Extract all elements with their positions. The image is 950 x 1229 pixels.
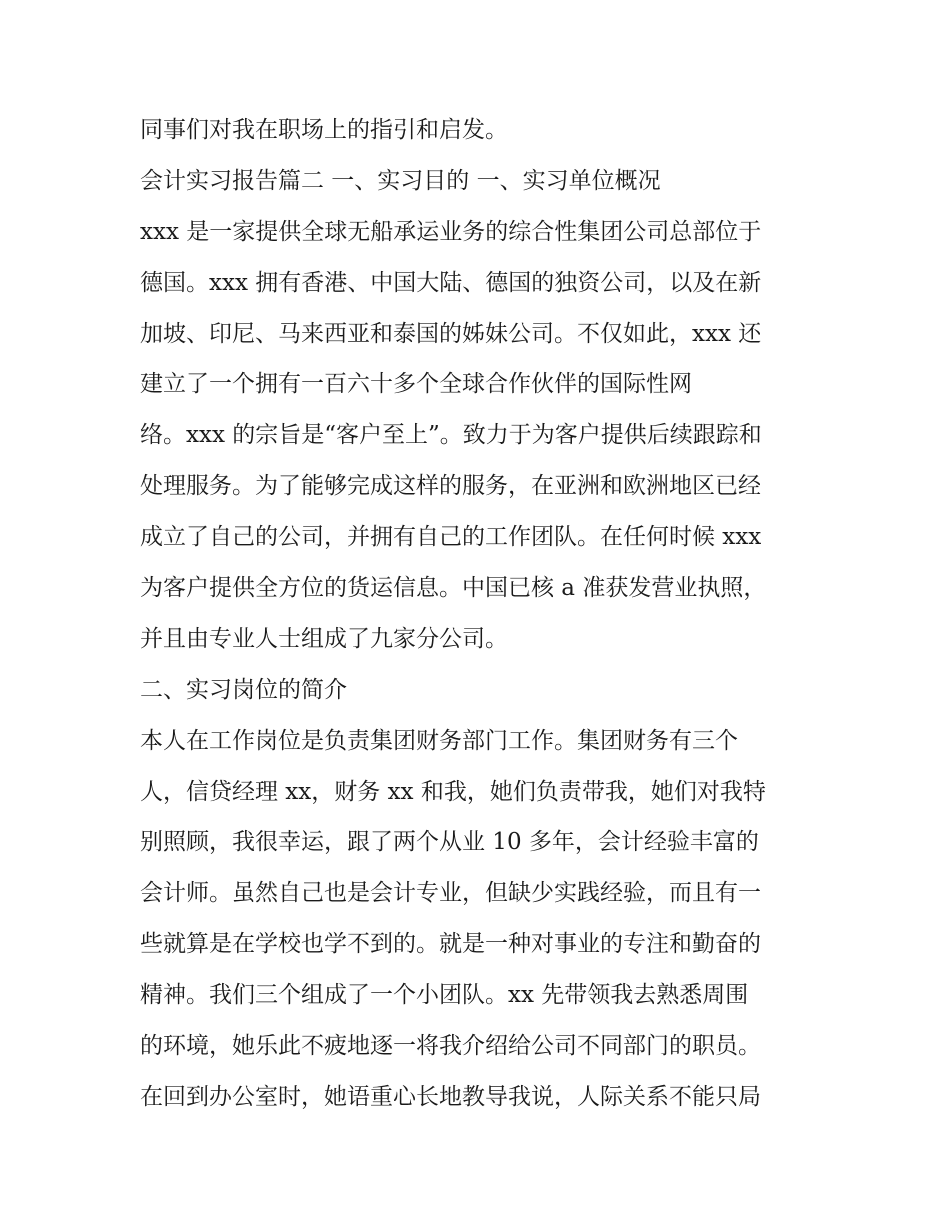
text-line: 德国。xxx 拥有香港、中国大陆、德国的独资公司，以及在新 — [140, 269, 762, 296]
text-line: 加坡、印尼、马来西亚和泰国的姊妹公司。不仅如此，xxx 还 — [140, 320, 762, 347]
text-line: 络。xxx 的宗旨是“客户至上”。致力于为客户提供后续跟踪和 — [140, 422, 762, 449]
text-line: 并且由专业人士组成了九家分公司。 — [140, 625, 508, 652]
text-line: 处理服务。为了能够完成这样的服务，在亚洲和欧洲地区已经 — [140, 473, 761, 500]
text-line: 人，信贷经理 xx，财务 xx 和我，她们负责带我，她们对我特 — [140, 778, 766, 805]
text-line: 会计师。虽然自己也是会计专业，但缺少实践经验，而且有一 — [140, 880, 761, 907]
text-line: 在回到办公室时，她语重心长地教导我说，人际关系不能只局 — [140, 1083, 761, 1110]
text-line: 精神。我们三个组成了一个小团队。xx 先带领我去熟悉周围 — [140, 982, 749, 1009]
body-text — [140, 105, 820, 1123]
text-line: 为客户提供全方位的货运信息。中国已核 a 准获发营业执照， — [140, 575, 767, 602]
section-heading: 会计实习报告篇二 一、实习目的 一、实习单位概况 — [140, 167, 661, 194]
section-heading: 二、实习岗位的简介 — [140, 676, 347, 703]
text-line: 些就算是在学校也学不到的。就是一种对事业的专注和勤奋的 — [140, 931, 761, 958]
text-line: 同事们对我在职场上的指引和启发。 — [140, 117, 508, 143]
text-line: 成立了自己的公司，并拥有自己的工作团队。在任何时候 xxx — [140, 524, 762, 551]
text-line: 的环境，她乐此不疲地逐一将我介绍给公司不同部门的职员。 — [140, 1033, 761, 1060]
text-line: 别照顾，我很幸运，跟了两个从业 10 多年，会计经验丰富的 — [140, 829, 759, 856]
text-line: 本人在工作岗位是负责集团财务部门工作。集团财务有三个 — [140, 727, 738, 754]
text-line: 建立了一个拥有一百六十多个全球合作伙伴的国际性网 — [140, 371, 692, 398]
text-line: xxx 是一家提供全球无船承运业务的综合性集团公司总部位于 — [140, 218, 762, 245]
